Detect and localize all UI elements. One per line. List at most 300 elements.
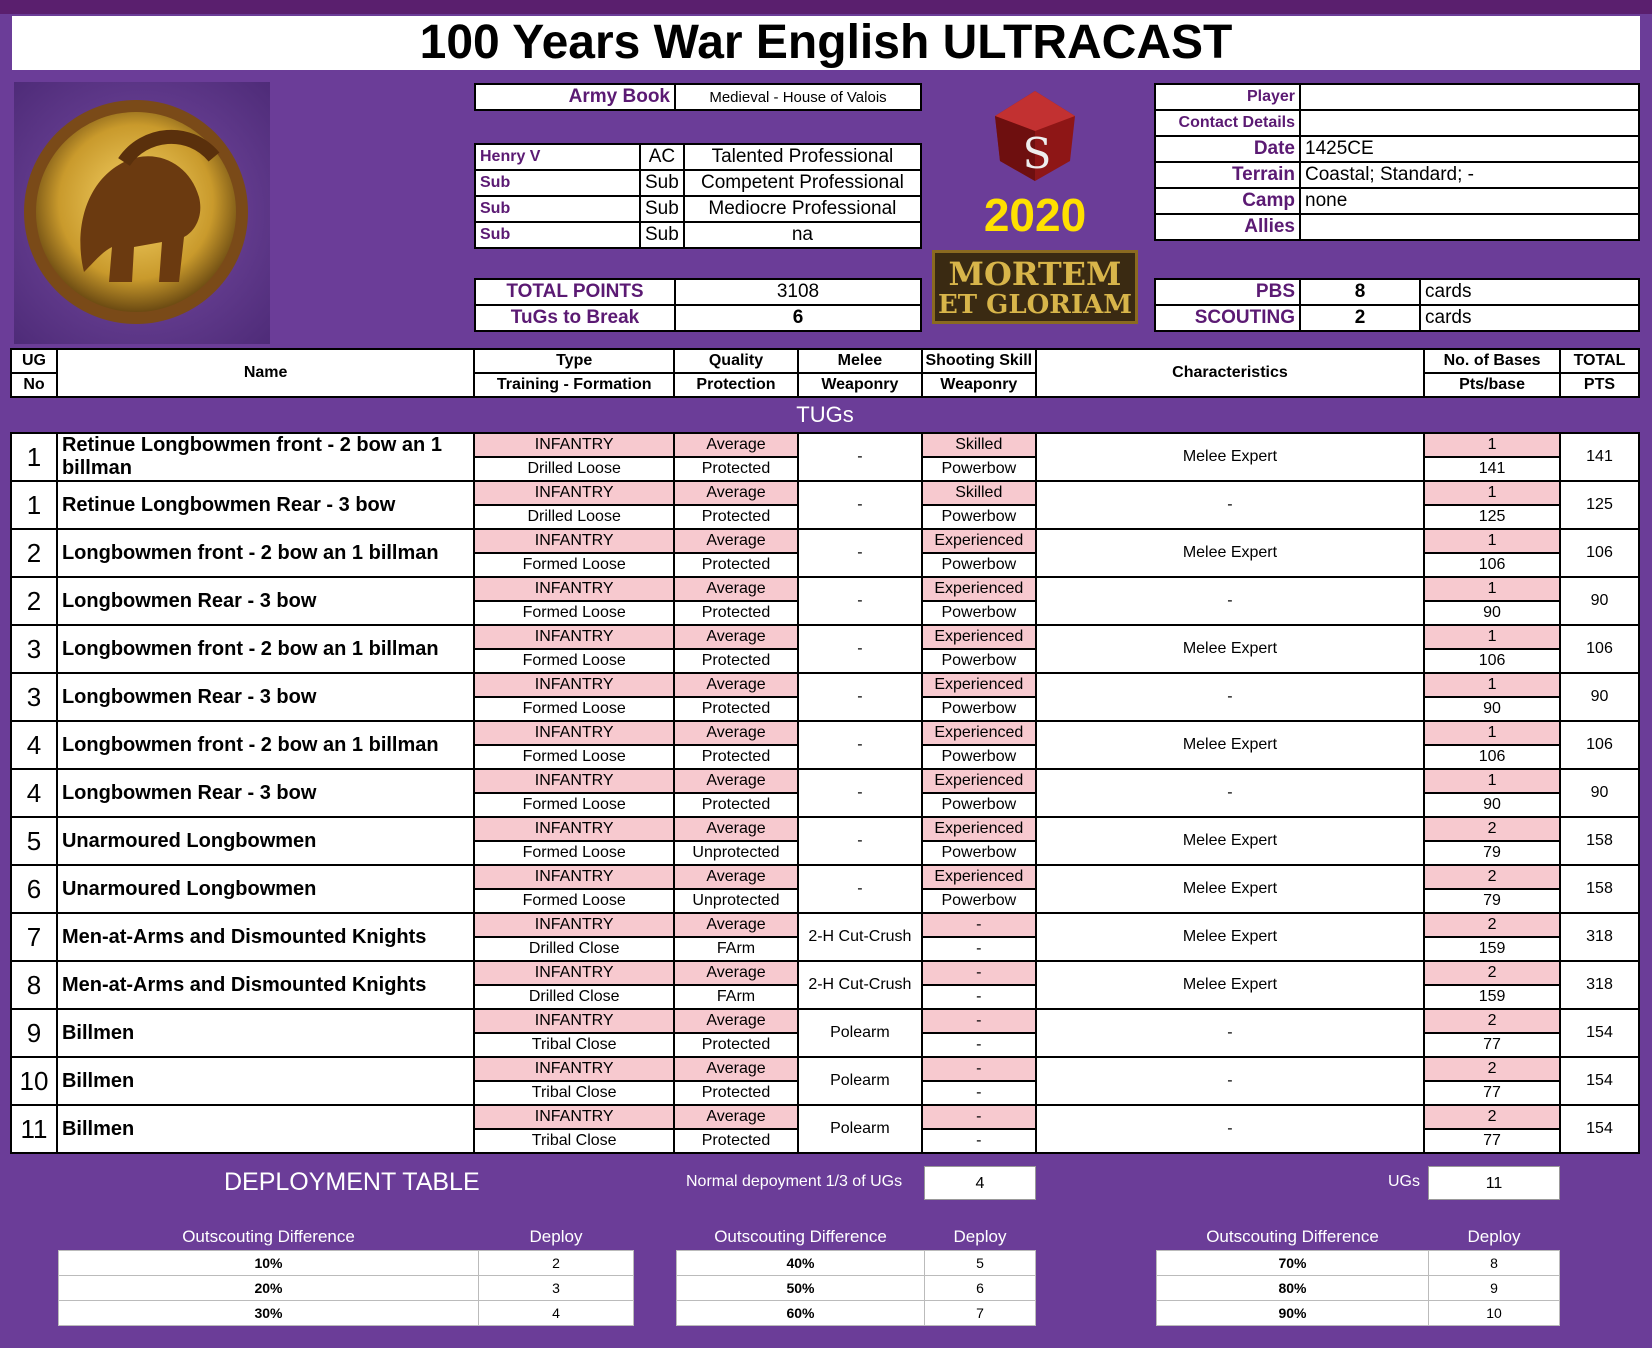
unit-name[interactable]: Longbowmen Rear - 3 bow — [57, 577, 474, 625]
camp-label: Camp — [1155, 188, 1300, 214]
pbs-label: PBS — [1155, 279, 1300, 305]
player-value[interactable] — [1300, 84, 1639, 110]
melee-weaponry-header: Weaponry — [798, 373, 922, 397]
unit-name[interactable]: Retinue Longbowmen front - 2 bow an 1 billman — [57, 433, 474, 481]
protection[interactable]: FArm — [674, 985, 798, 1009]
protection[interactable]: Unprotected — [674, 889, 798, 913]
pts-per-base: 77 — [1424, 1033, 1560, 1057]
page-title: 100 Years War English ULTRACAST — [12, 16, 1640, 70]
unit-name[interactable]: Longbowmen front - 2 bow an 1 billman — [57, 625, 474, 673]
unit-type[interactable]: INFANTRY — [474, 1009, 674, 1033]
outscouting-pct: 70% — [1157, 1251, 1429, 1276]
pts-per-base: 106 — [1424, 649, 1560, 673]
training-formation[interactable]: Formed Loose — [474, 793, 674, 817]
tugs-section-label: TUGs — [11, 397, 1639, 433]
deploy-header: Deploy — [1429, 1224, 1560, 1251]
army-book-label: Army Book — [475, 84, 675, 110]
protection[interactable]: Protected — [674, 793, 798, 817]
tugs-to-break-label: TuGs to Break — [475, 305, 675, 331]
characteristics[interactable]: - — [1036, 577, 1424, 625]
no-of-bases[interactable]: 2 — [1424, 913, 1560, 937]
total-pts: 154 — [1560, 1009, 1639, 1057]
characteristics[interactable]: Melee Expert — [1036, 721, 1424, 769]
unit-name[interactable]: Retinue Longbowmen Rear - 3 bow — [57, 481, 474, 529]
unit-quality[interactable]: Average — [674, 817, 798, 841]
unit-name[interactable]: Men-at-Arms and Dismounted Knights — [57, 961, 474, 1009]
top-bar — [0, 0, 1652, 14]
no-of-bases[interactable]: 2 — [1424, 1105, 1560, 1129]
unit-type[interactable]: INFANTRY — [474, 721, 674, 745]
melee-weaponry[interactable]: Polearm — [798, 1057, 922, 1105]
brand-line1: MORTEM — [948, 255, 1122, 293]
pbs-unit: cards — [1420, 279, 1639, 305]
commander-quality[interactable]: na — [684, 222, 921, 248]
unit-row — [11, 1009, 1639, 1033]
shooting-header: Shooting Skill — [922, 349, 1036, 373]
total-pts: 106 — [1560, 721, 1639, 769]
pbs-value[interactable]: 8 — [1300, 279, 1420, 305]
no-of-bases[interactable]: 2 — [1424, 1057, 1560, 1081]
allies-label: Allies — [1155, 214, 1300, 240]
protection[interactable]: Protected — [674, 1033, 798, 1057]
characteristics[interactable]: - — [1036, 1009, 1424, 1057]
deploy-header: Deploy — [479, 1224, 634, 1251]
shooting-weaponry[interactable]: Powerbow — [922, 457, 1036, 481]
ug-number: 4 — [11, 769, 57, 817]
type-header: Type — [474, 349, 674, 373]
commander-name: Sub — [475, 222, 640, 248]
ug-number: 9 — [11, 1009, 57, 1057]
unit-quality[interactable]: Average — [674, 529, 798, 553]
commander-name: Henry V — [475, 144, 640, 170]
melee-weaponry[interactable]: Polearm — [798, 1105, 922, 1153]
melee-weaponry[interactable]: 2-H Cut-Crush — [798, 913, 922, 961]
shooting-weaponry[interactable]: - — [922, 937, 1036, 961]
commander-row — [475, 144, 921, 170]
protection[interactable]: Protected — [674, 697, 798, 721]
unit-quality[interactable]: Average — [674, 673, 798, 697]
unit-quality[interactable]: Average — [674, 865, 798, 889]
total-header: TOTAL — [1560, 349, 1639, 373]
no-of-bases[interactable]: 2 — [1424, 817, 1560, 841]
training-formation[interactable]: Formed Loose — [474, 889, 674, 913]
ug-number: 1 — [11, 433, 57, 481]
tugs-section-row — [11, 397, 1639, 433]
total-pts: 154 — [1560, 1105, 1639, 1153]
characteristics[interactable]: Melee Expert — [1036, 529, 1424, 577]
melee-weaponry[interactable]: - — [798, 433, 922, 481]
melee-weaponry[interactable]: - — [798, 529, 922, 577]
commander-rank[interactable]: Sub — [640, 170, 684, 196]
shooting-skill[interactable]: - — [922, 1105, 1036, 1129]
no-of-bases[interactable]: 1 — [1424, 481, 1560, 505]
protection[interactable]: Protected — [674, 457, 798, 481]
pts-per-base: 90 — [1424, 793, 1560, 817]
shooting-skill[interactable]: Skilled — [922, 481, 1036, 505]
unit-row — [11, 577, 1639, 601]
total-pts: 106 — [1560, 625, 1639, 673]
ug-number: 8 — [11, 961, 57, 1009]
protection[interactable]: Protected — [674, 1129, 798, 1153]
outscouting-diff-header: Outscouting Difference — [677, 1224, 925, 1251]
deploy-header: Deploy — [925, 1224, 1036, 1251]
characteristics[interactable]: - — [1036, 673, 1424, 721]
melee-weaponry[interactable]: - — [798, 673, 922, 721]
outscouting-pct: 60% — [677, 1301, 925, 1326]
commander-name: Sub — [475, 170, 640, 196]
unit-rows — [11, 433, 1639, 1153]
unit-row — [11, 481, 1639, 505]
deploy-value: 6 — [925, 1276, 1036, 1301]
outscouting-pct: 30% — [59, 1301, 479, 1326]
shooting-weaponry[interactable]: Powerbow — [922, 697, 1036, 721]
training-formation[interactable]: Formed Loose — [474, 697, 674, 721]
ug-number: 7 — [11, 913, 57, 961]
unit-type[interactable]: INFANTRY — [474, 625, 674, 649]
svg-text:S: S — [1022, 129, 1052, 178]
deploy-value: 4 — [479, 1301, 634, 1326]
unit-type[interactable]: INFANTRY — [474, 577, 674, 601]
ug-number: 5 — [11, 817, 57, 865]
ug-number: 10 — [11, 1057, 57, 1105]
protection[interactable]: Protected — [674, 553, 798, 577]
tugs-to-break-value[interactable]: 6 — [675, 305, 921, 331]
total-pts: 90 — [1560, 673, 1639, 721]
outscouting-diff-header: Outscouting Difference — [59, 1224, 479, 1251]
no-of-bases[interactable]: 2 — [1424, 961, 1560, 985]
normal-deployment-value[interactable]: 4 — [924, 1166, 1036, 1200]
no-of-bases[interactable]: 1 — [1424, 577, 1560, 601]
unit-row — [11, 769, 1639, 793]
ug-number: 2 — [11, 577, 57, 625]
shooting-weaponry[interactable]: - — [922, 1129, 1036, 1153]
deploy-value: 10 — [1429, 1301, 1560, 1326]
shooting-weaponry-header: Weaponry — [922, 373, 1036, 397]
characteristics[interactable]: Melee Expert — [1036, 817, 1424, 865]
no-of-bases[interactable]: 1 — [1424, 673, 1560, 697]
melee-weaponry[interactable]: - — [798, 577, 922, 625]
unit-name[interactable]: Billmen — [57, 1057, 474, 1105]
training-formation[interactable]: Drilled Loose — [474, 457, 674, 481]
unit-type[interactable]: INFANTRY — [474, 481, 674, 505]
commander-quality[interactable]: Competent Professional — [684, 170, 921, 196]
army-book-value[interactable]: Medieval - House of Valois — [675, 84, 921, 110]
unit-row — [11, 433, 1639, 457]
unit-type[interactable]: INFANTRY — [474, 1105, 674, 1129]
shooting-skill[interactable]: Skilled — [922, 433, 1036, 457]
pts-base-header: Pts/base — [1424, 373, 1560, 397]
contact-details-value[interactable] — [1300, 110, 1639, 136]
commander-quality[interactable]: Talented Professional — [684, 144, 921, 170]
commander-row — [475, 222, 921, 248]
unit-quality[interactable]: Average — [674, 913, 798, 937]
characteristics-header: Characteristics — [1036, 349, 1424, 397]
protection[interactable]: Protected — [674, 1081, 798, 1105]
ug-number: 6 — [11, 865, 57, 913]
unit-name[interactable]: Unarmoured Longbowmen — [57, 865, 474, 913]
unit-name[interactable]: Unarmoured Longbowmen — [57, 817, 474, 865]
unit-name[interactable]: Men-at-Arms and Dismounted Knights — [57, 913, 474, 961]
melee-weaponry[interactable]: - — [798, 481, 922, 529]
melee-weaponry[interactable]: - — [798, 817, 922, 865]
characteristics[interactable]: - — [1036, 1057, 1424, 1105]
unit-type[interactable]: INFANTRY — [474, 673, 674, 697]
melee-weaponry[interactable]: 2-H Cut-Crush — [798, 961, 922, 1009]
training-formation[interactable]: Formed Loose — [474, 553, 674, 577]
shooting-weaponry[interactable]: Powerbow — [922, 745, 1036, 769]
commander-rank[interactable]: AC — [640, 144, 684, 170]
unit-quality[interactable]: Average — [674, 721, 798, 745]
unit-name[interactable]: Longbowmen Rear - 3 bow — [57, 673, 474, 721]
pts-per-base: 77 — [1424, 1129, 1560, 1153]
allies-value[interactable] — [1300, 214, 1639, 240]
army-book-table — [474, 83, 922, 111]
commander-rank[interactable]: Sub — [640, 196, 684, 222]
shield-icon — [14, 82, 270, 344]
unit-row — [11, 817, 1639, 841]
outscouting-pct: 50% — [677, 1276, 925, 1301]
training-formation[interactable]: Tribal Close — [474, 1033, 674, 1057]
unit-type[interactable]: INFANTRY — [474, 769, 674, 793]
unit-quality[interactable]: Average — [674, 1009, 798, 1033]
protection[interactable]: Protected — [674, 649, 798, 673]
pts-per-base: 77 — [1424, 1081, 1560, 1105]
total-pts: 154 — [1560, 1057, 1639, 1105]
training-formation[interactable]: Formed Loose — [474, 745, 674, 769]
deployment-table-1 — [58, 1224, 634, 1326]
unit-row — [11, 961, 1639, 985]
ug-number: 2 — [11, 529, 57, 577]
shooting-weaponry[interactable]: Powerbow — [922, 841, 1036, 865]
unit-quality[interactable]: Average — [674, 1105, 798, 1129]
unit-row — [11, 625, 1639, 649]
date-value[interactable]: 1425CE — [1300, 136, 1639, 162]
unit-name[interactable]: Longbowmen front - 2 bow an 1 billman — [57, 721, 474, 769]
characteristics[interactable]: Melee Expert — [1036, 961, 1424, 1009]
melee-weaponry[interactable]: - — [798, 865, 922, 913]
unit-quality[interactable]: Average — [674, 625, 798, 649]
scouting-label: SCOUTING — [1155, 305, 1300, 331]
training-formation[interactable]: Drilled Close — [474, 985, 674, 1009]
deploy-value: 5 — [925, 1251, 1036, 1276]
characteristics[interactable]: Melee Expert — [1036, 433, 1424, 481]
deploy-value: 8 — [1429, 1251, 1560, 1276]
total-pts: 90 — [1560, 769, 1639, 817]
shooting-weaponry[interactable]: Powerbow — [922, 601, 1036, 625]
protection[interactable]: Protected — [674, 745, 798, 769]
no-of-bases[interactable]: 1 — [1424, 625, 1560, 649]
unit-row — [11, 1057, 1639, 1081]
unit-type[interactable]: INFANTRY — [474, 1057, 674, 1081]
unit-quality[interactable]: Average — [674, 433, 798, 457]
protection[interactable]: Unprotected — [674, 841, 798, 865]
shooting-skill[interactable]: Experienced — [922, 625, 1036, 649]
shooting-skill[interactable]: Experienced — [922, 817, 1036, 841]
terrain-label: Terrain — [1155, 162, 1300, 188]
characteristics[interactable]: Melee Expert — [1036, 625, 1424, 673]
shooting-weaponry[interactable]: Powerbow — [922, 649, 1036, 673]
commander-row — [475, 196, 921, 222]
no-of-bases[interactable]: 2 — [1424, 1009, 1560, 1033]
unit-row — [11, 1105, 1639, 1129]
unit-type[interactable]: INFANTRY — [474, 817, 674, 841]
shooting-skill[interactable]: Experienced — [922, 769, 1036, 793]
total-pts: 141 — [1560, 433, 1639, 481]
ugs-value[interactable]: 11 — [1428, 1166, 1560, 1200]
unit-type[interactable]: INFANTRY — [474, 433, 674, 457]
training-formation[interactable]: Formed Loose — [474, 841, 674, 865]
camp-value[interactable]: none — [1300, 188, 1639, 214]
header-row — [11, 349, 1639, 373]
pts-per-base: 159 — [1424, 937, 1560, 961]
ug-number: 4 — [11, 721, 57, 769]
player-details-table — [1154, 83, 1640, 241]
unit-quality[interactable]: Average — [674, 1057, 798, 1081]
shooting-skill[interactable]: - — [922, 913, 1036, 937]
commander-row — [475, 170, 921, 196]
pts-per-base: 79 — [1424, 841, 1560, 865]
protection[interactable]: FArm — [674, 937, 798, 961]
shooting-skill[interactable]: Experienced — [922, 673, 1036, 697]
unit-name[interactable]: Billmen — [57, 1009, 474, 1057]
player-label: Player — [1155, 84, 1300, 110]
unit-name[interactable]: Longbowmen front - 2 bow an 1 billman — [57, 529, 474, 577]
total-pts: 318 — [1560, 913, 1639, 961]
ug-number: 3 — [11, 673, 57, 721]
pts-per-base: 106 — [1424, 553, 1560, 577]
melee-weaponry[interactable]: - — [798, 769, 922, 817]
training-formation[interactable]: Drilled Close — [474, 937, 674, 961]
shooting-weaponry[interactable]: - — [922, 1081, 1036, 1105]
deployment-title: DEPLOYMENT TABLE — [224, 1168, 480, 1196]
no-of-bases[interactable]: 1 — [1424, 529, 1560, 553]
shooting-weaponry[interactable]: Powerbow — [922, 505, 1036, 529]
shooting-weaponry[interactable]: Powerbow — [922, 553, 1036, 577]
training-formation[interactable]: Tribal Close — [474, 1129, 674, 1153]
deploy-value: 9 — [1429, 1276, 1560, 1301]
normal-deployment-label: Normal depoyment 1/3 of UGs — [686, 1173, 903, 1190]
shooting-skill[interactable]: - — [922, 1009, 1036, 1033]
unit-row — [11, 721, 1639, 745]
unit-quality[interactable]: Average — [674, 961, 798, 985]
total-points-value[interactable]: 3108 — [675, 279, 921, 305]
brand-line2: ET GLORIAM — [937, 290, 1133, 320]
shooting-weaponry[interactable]: - — [922, 985, 1036, 1009]
shooting-weaponry[interactable]: Powerbow — [922, 793, 1036, 817]
scouting-value[interactable]: 2 — [1300, 305, 1420, 331]
total-pts: 90 — [1560, 577, 1639, 625]
unit-quality[interactable]: Average — [674, 577, 798, 601]
unit-name[interactable]: Longbowmen Rear - 3 bow — [57, 769, 474, 817]
training-formation[interactable]: Tribal Close — [474, 1081, 674, 1105]
training-formation[interactable]: Formed Loose — [474, 601, 674, 625]
mortem-et-gloriam-logo — [932, 250, 1138, 324]
training-header: Training - Formation — [474, 373, 674, 397]
outscouting-pct: 20% — [59, 1276, 479, 1301]
total-points-label: TOTAL POINTS — [475, 279, 675, 305]
protection-header: Protection — [674, 373, 798, 397]
characteristics[interactable]: - — [1036, 1105, 1424, 1153]
unit-quality[interactable]: Average — [674, 481, 798, 505]
terrain-value[interactable]: Coastal; Standard; - — [1300, 162, 1639, 188]
pts-per-base: 125 — [1424, 505, 1560, 529]
unit-row — [11, 673, 1639, 697]
commander-rank[interactable]: Sub — [640, 222, 684, 248]
outscouting-diff-header: Outscouting Difference — [1157, 1224, 1429, 1251]
ug-number: 1 — [11, 481, 57, 529]
outscouting-pct: 90% — [1157, 1301, 1429, 1326]
pts-per-base: 106 — [1424, 745, 1560, 769]
pts-per-base: 141 — [1424, 457, 1560, 481]
characteristics[interactable]: - — [1036, 769, 1424, 817]
no-of-bases[interactable]: 1 — [1424, 433, 1560, 457]
points-table — [474, 278, 922, 332]
pbs-scouting-table — [1154, 278, 1640, 332]
pts-per-base: 90 — [1424, 697, 1560, 721]
deploy-value: 3 — [479, 1276, 634, 1301]
total-pts: 158 — [1560, 817, 1639, 865]
commander-quality[interactable]: Mediocre Professional — [684, 196, 921, 222]
shooting-weaponry[interactable]: Powerbow — [922, 889, 1036, 913]
army-list-table — [10, 348, 1640, 1154]
shooting-skill[interactable]: Experienced — [922, 865, 1036, 889]
pts-per-base: 90 — [1424, 601, 1560, 625]
commanders-table — [474, 143, 922, 249]
unit-type[interactable]: INFANTRY — [474, 961, 674, 985]
ug-number: 11 — [11, 1105, 57, 1153]
training-formation[interactable]: Formed Loose — [474, 649, 674, 673]
helmet-shield-logo — [14, 82, 270, 344]
deployment-table-3 — [1156, 1224, 1560, 1326]
commander-name: Sub — [475, 196, 640, 222]
melee-weaponry[interactable]: Polearm — [798, 1009, 922, 1057]
ug-number: 3 — [11, 625, 57, 673]
unit-type[interactable]: INFANTRY — [474, 865, 674, 889]
shooting-skill[interactable]: Experienced — [922, 577, 1036, 601]
characteristics[interactable]: - — [1036, 481, 1424, 529]
unit-type[interactable]: INFANTRY — [474, 529, 674, 553]
shooting-skill[interactable]: Experienced — [922, 721, 1036, 745]
unit-name[interactable]: Billmen — [57, 1105, 474, 1153]
ugs-label: UGs — [1388, 1173, 1420, 1190]
shooting-weaponry[interactable]: - — [922, 1033, 1036, 1057]
protection[interactable]: Protected — [674, 505, 798, 529]
characteristics[interactable]: Melee Expert — [1036, 865, 1424, 913]
unit-type[interactable]: INFANTRY — [474, 913, 674, 937]
total-pts: 106 — [1560, 529, 1639, 577]
outscouting-pct: 80% — [1157, 1276, 1429, 1301]
contact-details-label: Contact Details — [1155, 110, 1300, 136]
melee-weaponry[interactable]: - — [798, 625, 922, 673]
year-label: 2020 — [983, 189, 1087, 241]
shooting-skill[interactable]: - — [922, 961, 1036, 985]
unit-row — [11, 529, 1639, 553]
protection[interactable]: Protected — [674, 601, 798, 625]
shooting-skill[interactable]: - — [922, 1057, 1036, 1081]
no-of-bases[interactable]: 2 — [1424, 865, 1560, 889]
melee-weaponry[interactable]: - — [798, 721, 922, 769]
date-label: Date — [1155, 136, 1300, 162]
deploy-value: 2 — [479, 1251, 634, 1276]
deployment-table-2 — [676, 1224, 1036, 1326]
shooting-skill[interactable]: Experienced — [922, 529, 1036, 553]
no-of-bases[interactable]: 1 — [1424, 721, 1560, 745]
bases-header: No. of Bases — [1424, 349, 1560, 373]
no-of-bases[interactable]: 1 — [1424, 769, 1560, 793]
training-formation[interactable]: Drilled Loose — [474, 505, 674, 529]
unit-quality[interactable]: Average — [674, 769, 798, 793]
characteristics[interactable]: Melee Expert — [1036, 913, 1424, 961]
